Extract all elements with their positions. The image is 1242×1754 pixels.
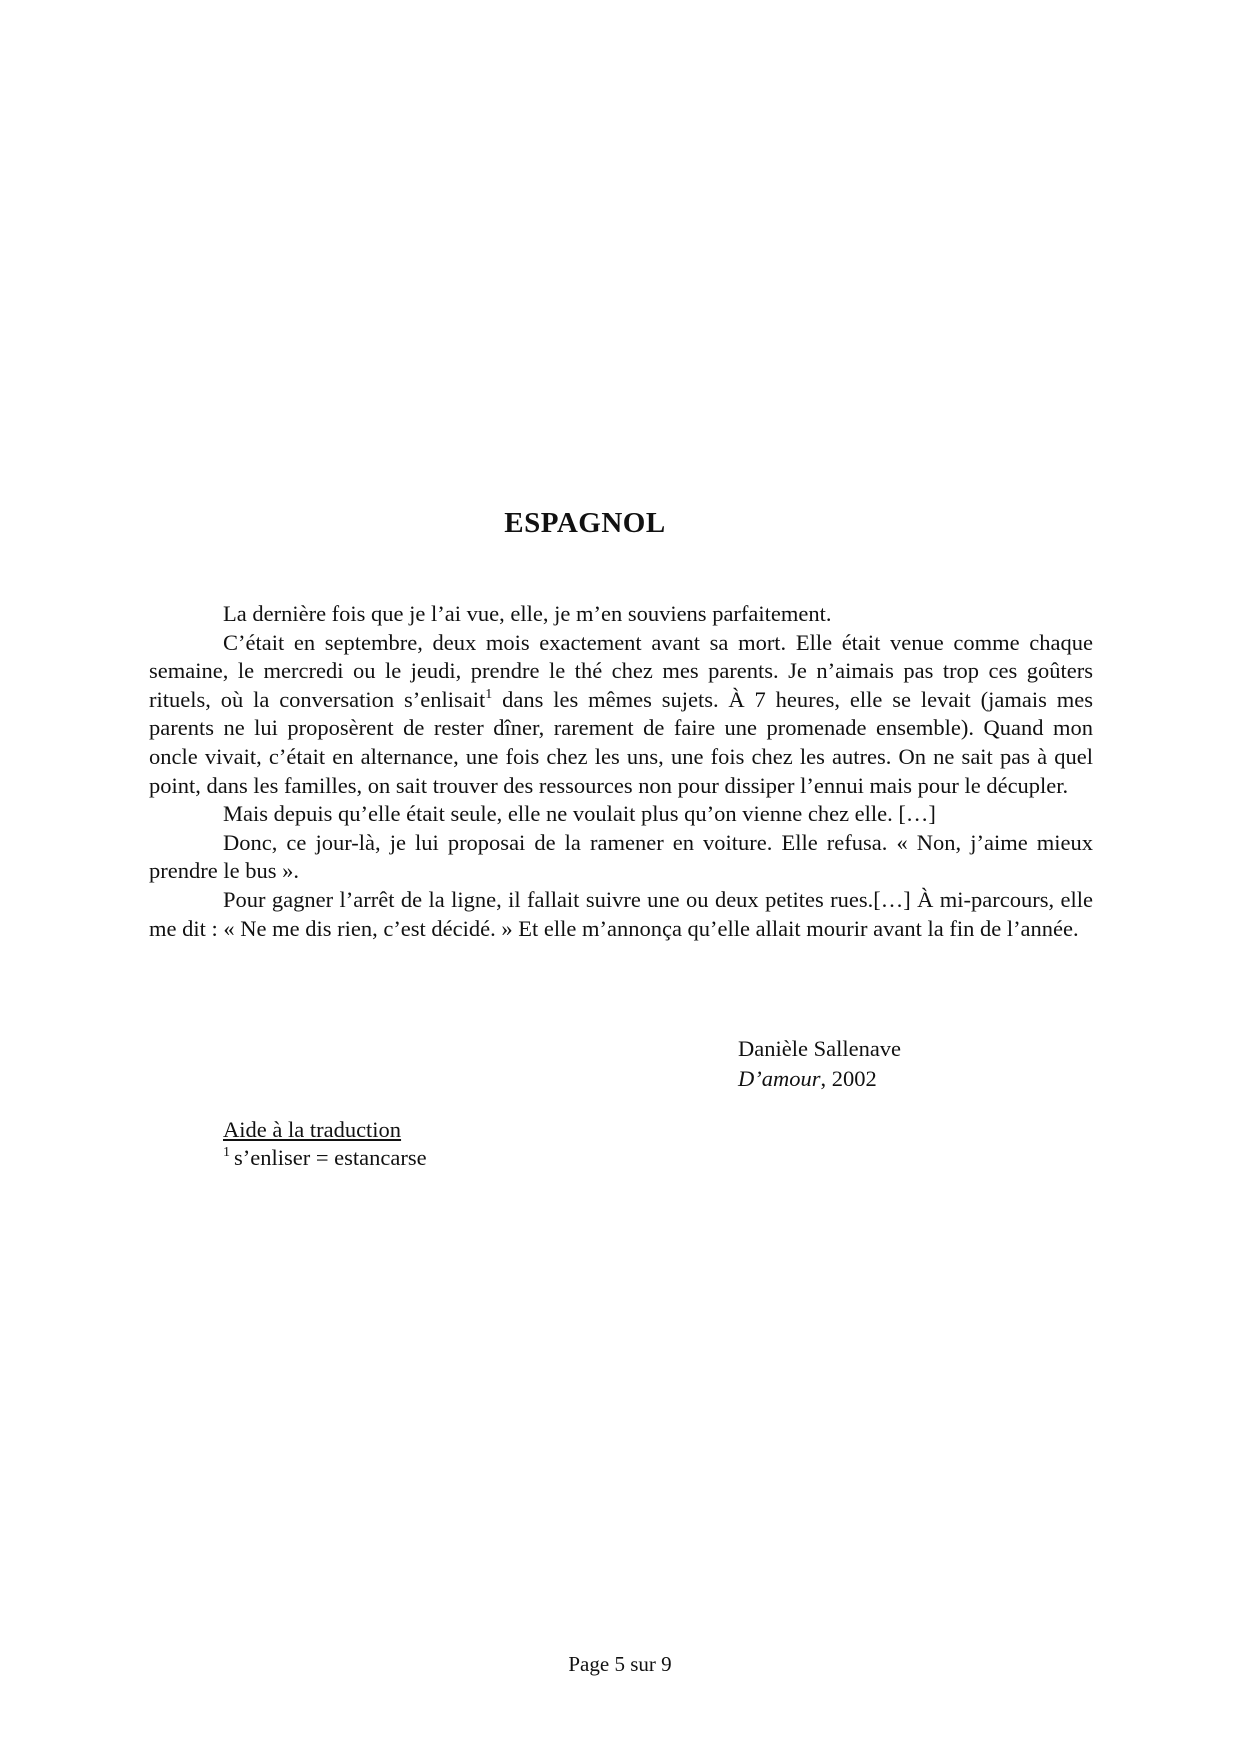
- work-year: , 2002: [820, 1066, 877, 1091]
- translation-help-title: Aide à la traduction: [223, 1117, 402, 1142]
- paragraph-2: [149, 629, 1093, 801]
- page-title: ESPAGNOL: [504, 507, 666, 540]
- paragraph-2-part-1: C’était en septembre, deux mois exactement avant sa mort. Elle était venue comme chaque semaine, le mercredi ou le jeudi, prendre le thé chez mes parents. Je n’aimais pas trop ces goûters rituels, où la conversation s’enlisait: [149, 629, 1093, 712]
- translation-help: [223, 1116, 427, 1172]
- work-reference: [738, 1064, 901, 1094]
- paragraph-4: Donc, ce jour-là, je lui proposai de la ramener en voiture. Elle refusa. « Non, j’aime mieux prendre le bus ».: [149, 829, 1093, 884]
- signature: [738, 1034, 901, 1094]
- footnote: [223, 1144, 427, 1172]
- paragraph-5: Pour gagner l’arrêt de la ligne, il fallait suivre une ou deux petites rues.[…] À mi-parcours, elle me dit : « Ne me dis rien, c’est décidé. » Et elle m’annonça qu’elle allait mourir avant la fin de l’année.: [149, 886, 1093, 941]
- page-number: Page 5 sur 9: [568, 1652, 672, 1676]
- author-name: Danièle Sallenave: [738, 1036, 902, 1061]
- paragraph-1: La dernière fois que je l’ai vue, elle, je m’en souviens parfaitement.: [223, 601, 832, 626]
- paragraph-3: Mais depuis qu’elle était seule, elle ne voulait plus qu’on vienne chez elle. […]: [223, 801, 936, 827]
- work-title: D’amour: [738, 1066, 821, 1091]
- footnote-number: 1: [223, 1145, 230, 1160]
- paragraph-2-part-2: dans les mêmes sujets. À 7 heures, elle se levait (jamais mes parents ne lui proposèrent de rester dîner, rarement de faire une promenade ensemble). Quand mon oncle vivait, c’était en alternance, une fois chez les uns, une fois chez les autres. On ne sait pas à quel point, dans les familles, on sait trouver des ressources non pour dissiper l’ennui mais pour le décupler.: [149, 686, 1094, 798]
- footnote-text: s’enliser = estancarse: [234, 1145, 427, 1170]
- text-excerpt: [149, 600, 1093, 943]
- footnote-reference: 1: [485, 686, 493, 702]
